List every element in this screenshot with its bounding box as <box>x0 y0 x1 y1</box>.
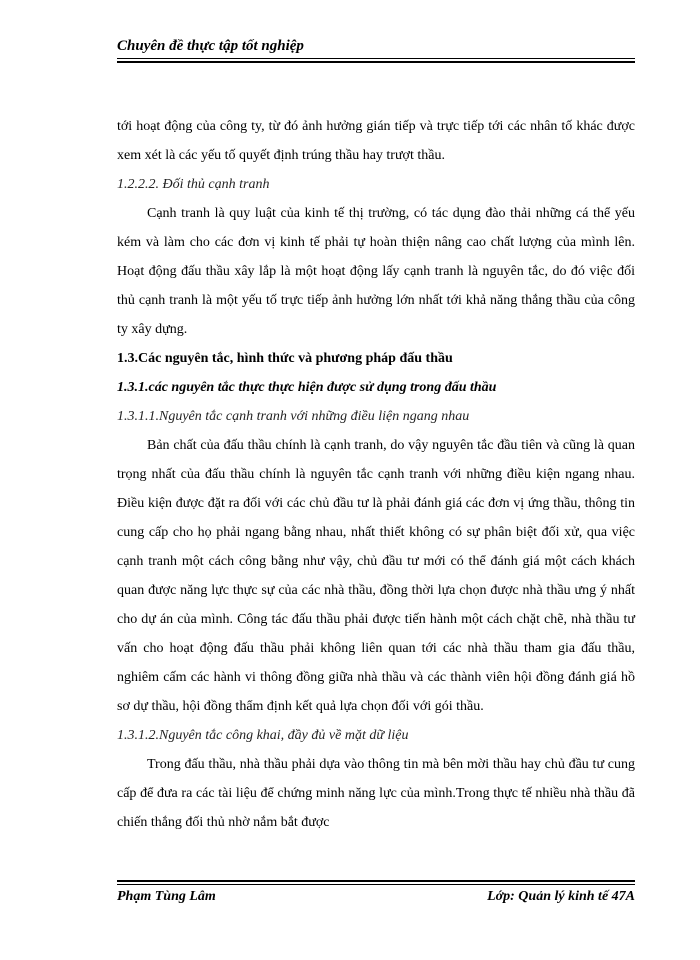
paragraph-equal-conditions: Bản chất của đấu thầu chính là cạnh tranh, do vậy nguyên tắc đầu tiên và cũng là quan trọng nhất của đấu thầu chính là nguyên tắc cạnh tranh với những điều kiện ngang nhau. Điều kiện được đặt ra đối với các chủ đầu tư là phải đánh giá các đơn vị ứng thầu, thông tin cung cấp cho họ phải ngang bằng nhau, nhất thiết không có sự phân biệt đối xử, qua việc cạnh tranh một cách công bằng như vậy, chủ đầu tư mới có thể đánh giá một cách khách quan được năng lực thực sự của các nhà thầu, đồng thời lựa chọn được nhà thầu ưng ý nhất cho dự án của mình. Công tác đấu thầu phải được tiến hành một cách chặt chẽ, nhà thầu tư vấn cho hoạt động đấu thầu phải không liên quan tới các nhà thầu tham gia đấu thầu, nghiêm cấm các hành vi thông đồng giữa nhà thầu và các thành viên hội đồng đánh giá hồ sơ dự thầu, hội đồng thẩm định kết quả lựa chọn đối với gói thầu. <box>117 438 635 714</box>
paragraph-competition: Cạnh tranh là quy luật của kinh tế thị trường, có tác dụng đào thải những cá thể yếu kém và làm cho các đơn vị kinh tế phải tự hoàn thiện nâng cao chất lượng của mình lên. Hoạt động đấu thầu xây lắp là một hoạt động lấy cạnh tranh là nguyên tắc, do đó việc đối thủ cạnh tranh là một yếu tố trực tiếp ảnh hưởng lớn nhất tới khả năng thắng thầu của công ty xây dựng. <box>117 206 635 337</box>
heading-1-3-1: 1.3.1.các nguyên tắc thực thực hiện được sử dụng trong đấu thầu <box>117 380 497 395</box>
header-title: Chuyên đề thực tập tốt nghiệp <box>117 38 304 54</box>
footer-author: Phạm Tùng Lâm <box>117 889 216 904</box>
header-rule <box>117 58 635 63</box>
paragraph-continued: tới hoạt động của công ty, từ đó ảnh hưởng gián tiếp và trực tiếp tới các nhân tố khác được xem xét là các yếu tố quyết định trúng thầu hay trượt thầu. <box>117 119 635 163</box>
page-header <box>117 38 635 63</box>
footer-class: Lớp: Quản lý kinh tế 47A <box>487 889 635 904</box>
heading-1-3: 1.3.Các nguyên tắc, hình thức và phương pháp đấu thầu <box>117 351 453 366</box>
document-body <box>117 112 635 837</box>
heading-1-3-1-1: 1.3.1.1.Nguyên tắc cạnh tranh với những điều liện ngang nhau <box>117 409 470 424</box>
paragraph-public-data: Trong đấu thầu, nhà thầu phải dựa vào thông tin mà bên mời thầu hay chủ đầu tư cung cấp để đưa ra các tài liệu để chứng minh năng lực của mình.Trong thực tế nhiều nhà thầu đã chiến thắng đối thủ nhờ nắm bắt được <box>117 757 635 830</box>
page-footer <box>117 880 635 905</box>
heading-1-3-1-2: 1.3.1.2.Nguyên tắc công khai, đầy đủ về mặt dữ liệu <box>117 728 409 743</box>
heading-1-2-2-2: 1.2.2.2. Đối thủ cạnh tranh <box>117 177 270 192</box>
